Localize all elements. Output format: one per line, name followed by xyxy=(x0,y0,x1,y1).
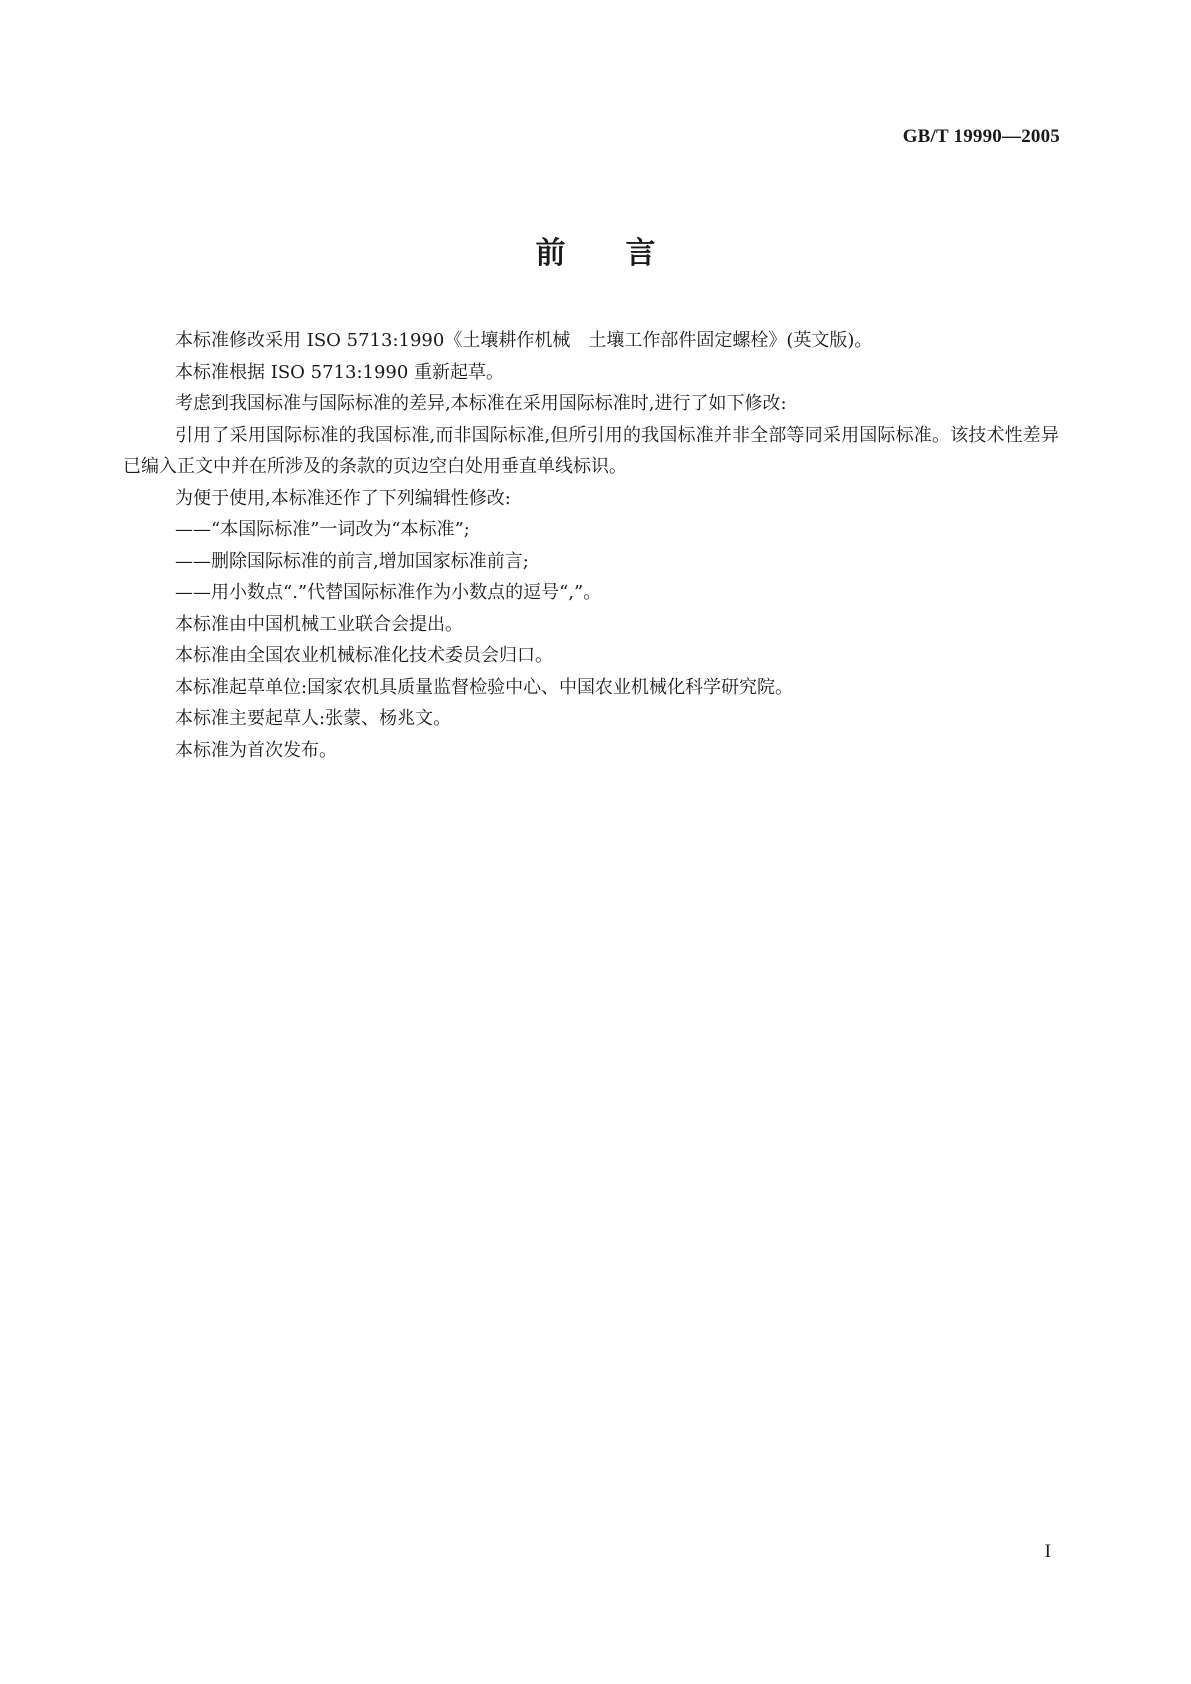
paragraph-proposer: 本标准由中国机械工业联合会提出。 xyxy=(175,613,463,635)
paragraph-adoption: 本标准修改采用 ISO 5713:1990《土壤耕作机械 土壤工作部件固定螺栓》(英文版)。 xyxy=(175,330,873,351)
paragraph-technical-difference: 引用了采用国际标准的我国标准,而非国际标准,但所引用的我国标准并非全部等同采用国际标准。该技术性差异已编入正文中并在所涉及的条款的页边空白处用垂直单线标识。 xyxy=(123,424,1059,477)
page-title: 前言 xyxy=(535,236,716,271)
paragraph-committee: 本标准由全国农业机械标准化技术委员会归口。 xyxy=(175,645,553,666)
paragraph-editorial-intro: 为便于使用,本标准还作了下列编辑性修改: xyxy=(175,487,511,509)
standard-number: GB/T 19990—2005 xyxy=(902,126,1060,147)
list-item-editorial-3: ——用小数点“.”代替国际标准作为小数点的逗号“,”。 xyxy=(175,582,602,603)
page-number: I xyxy=(1044,1541,1051,1562)
paragraph-differences-intro: 考虑到我国标准与国际标准的差异,本标准在采用国际标准时,进行了如下修改: xyxy=(175,393,787,414)
paragraph-drafters: 本标准主要起草人:张蒙、杨兆文。 xyxy=(175,708,452,729)
foreword-body xyxy=(123,325,1059,766)
list-item-editorial-1: ——“本国际标准”一词改为“本标准”; xyxy=(175,519,470,540)
paragraph-redrafted: 本标准根据 ISO 5713:1990 重新起草。 xyxy=(175,361,505,383)
paragraph-drafting-units: 本标准起草单位:国家农机具质量监督检验中心、中国农业机械化科学研究院。 xyxy=(175,676,794,698)
list-item-editorial-2: ——删除国际标准的前言,增加国家标准前言; xyxy=(175,550,529,572)
paragraph-first-release: 本标准为首次发布。 xyxy=(175,739,337,761)
